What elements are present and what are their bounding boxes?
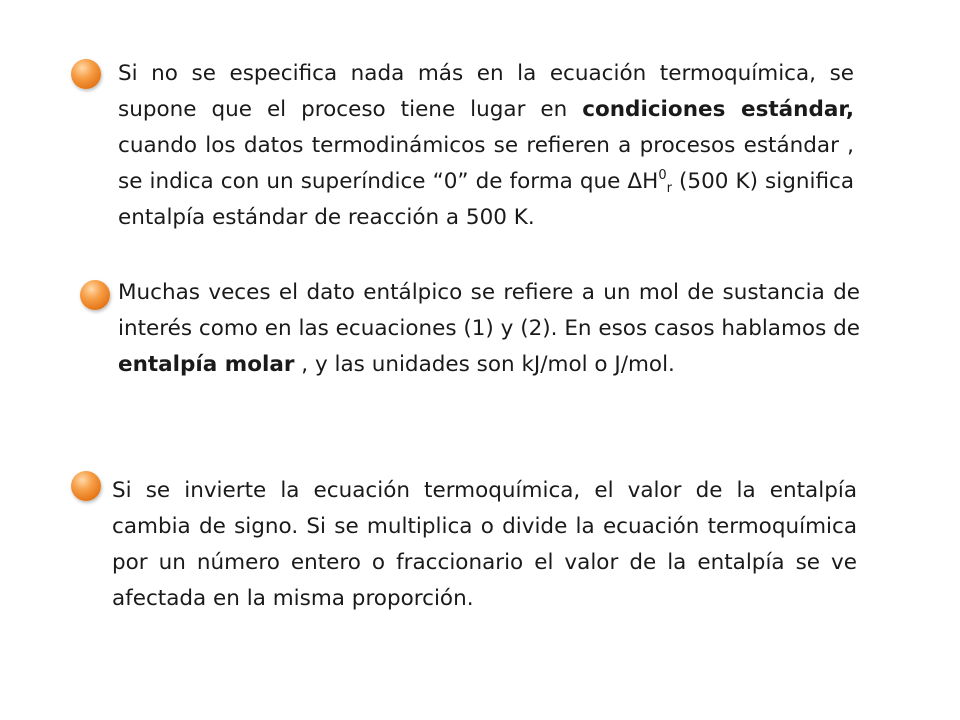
paragraph-1-text-b: cuando los datos termodinámicos se refieren a procesos estándar , se indica con un superíndice “0” de forma que ΔH xyxy=(118,133,854,194)
bullet-icon xyxy=(71,59,101,89)
bullet-icon xyxy=(80,280,110,310)
paragraph-2 xyxy=(118,275,860,383)
paragraph-2-bold: entalpía molar xyxy=(118,352,295,377)
paragraph-1-text-a: Si no se especifica nada más en la ecuación termoquímica, se supone que el proceso tiene lugar en xyxy=(118,61,854,122)
paragraph-2-text-b: , y las unidades son kJ/mol o J/mol. xyxy=(294,352,675,377)
paragraph-2-text-a: Muchas veces el dato entálpico se refiere a un mol de sustancia de interés como en las ecuaciones (1) y (2). En esos casos hablamos de xyxy=(118,280,860,341)
paragraph-1-text-c: (500 K) significa entalpía estándar de reacción a 500 K. xyxy=(118,169,854,230)
paragraph-3 xyxy=(112,473,857,617)
paragraph-1-subscript: r xyxy=(666,181,672,196)
paragraph-3-text: Si se invierte la ecuación termoquímica, el valor de la entalpía cambia de signo. Si se multiplica o divide la ecuación termoquímica por un número entero o fraccionario el valor de la entalpía se ve afectada en la misma proporción. xyxy=(112,478,857,611)
paragraph-1 xyxy=(118,56,854,236)
paragraph-1-bold: condiciones estándar, xyxy=(582,97,854,122)
bullet-icon xyxy=(71,471,101,501)
paragraph-1-superscript: 0 xyxy=(658,168,667,183)
